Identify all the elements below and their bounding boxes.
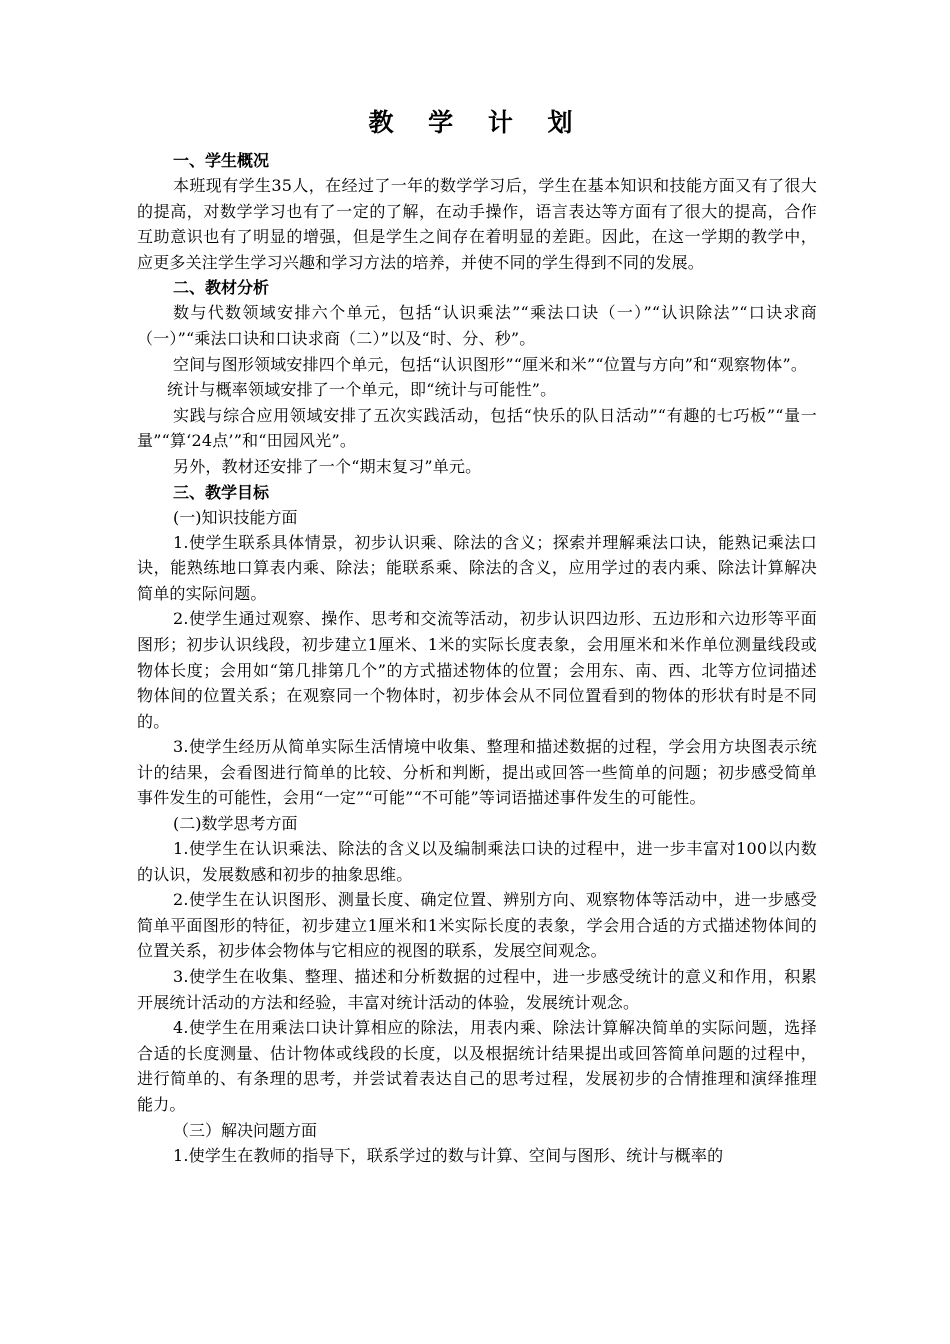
paragraph: 统计与概率领域安排了一个单元，即“统计与可能性”。 bbox=[167, 380, 557, 400]
subsection-label-problem-solving: （三）解决问题方面 bbox=[173, 1120, 318, 1140]
subsection-label-knowledge-skills: (一)知识技能方面 bbox=[173, 507, 298, 527]
goal-item: 1.使学生在教师的指导下，联系学过的数与计算、空间与图形、统计与概率的 bbox=[173, 1145, 724, 1165]
goal-item: 1.使学生联系具体情景，初步认识乘、除法的含义；探索并理解乘法口诀，能熟记乘法口诀，能熟练地口算表内乘、除法；能联系乘、除法的含义，应用学过的表内乘、除法计算解决简单的实际问题。 bbox=[137, 532, 817, 603]
paragraph: 数与代数领域安排六个单元，包括“认识乘法”“乘法口诀（一）”“认识除法”“口诀求商（一）”“乘法口诀和口诀求商（二）”以及“时、分、秒”。 bbox=[137, 303, 817, 348]
goal-item: 3.使学生经历从简单实际生活情境中收集、整理和描述数据的过程，学会用方块图表示统计的结果，会看图进行简单的比较、分析和判断，提出或回答一些简单的问题；初步感受简单事件发生的可能性，会用“一定”“可能”“不可能”等词语描述事件发生的可能性。 bbox=[137, 737, 817, 808]
paragraph: 本班现有学生35人，在经过了一年的数学学习后，学生在基本知识和技能方面又有了很大的提高，对数学学习也有了一定的了解，在动手操作，语言表达等方面有了很大的提高，合作互助意识也有了明显的增强，但是学生之间存在着明显的差距。因此，在这一学期的教学中，应更多关注学生学习兴趣和学习方法的培养，并使不同的学生得到不同的发展。 bbox=[137, 176, 817, 272]
section-heading-textbook-analysis: 二、教材分析 bbox=[173, 278, 270, 298]
paragraph: 空间与图形领域安排四个单元，包括“认识图形”“厘米和米”“位置与方向”和“观察物体”。 bbox=[173, 354, 808, 374]
subsection-label-math-thinking: (二)数学思考方面 bbox=[173, 814, 298, 834]
goal-item: 3.使学生在收集、整理、描述和分析数据的过程中，进一步感受统计的意义和作用，积累开展统计活动的方法和经验，丰富对统计活动的体验，发展统计观念。 bbox=[137, 967, 817, 1012]
goal-item: 2.使学生通过观察、操作、思考和交流等活动，初步认识四边形、五边形和六边形等平面图形；初步认识线段，初步建立1厘米、1米的实际长度表象，会用厘米和米作单位测量线段或物体长度；会用如“第几排第几个”的方式描述物体的位置；会用东、南、西、北等方位词描述物体间的位置关系；在观察同一个物体时，初步体会从不同位置看到的物体的形状有时是不同的。 bbox=[137, 609, 817, 731]
goal-item: 2.使学生在认识图形、测量长度、确定位置、辨别方向、观察物体等活动中，进一步感受简单平面图形的特征，初步建立1厘米和1米实际长度的表象，学会用合适的方式描述物体间的位置关系，初步体会物体与它相应的视图的联系，发展空间观念。 bbox=[137, 890, 817, 961]
goal-item: 1.使学生在认识乘法、除法的含义以及编制乘法口诀的过程中，进一步丰富对100以内数的认识，发展数感和初步的抽象思维。 bbox=[137, 839, 817, 884]
document-page bbox=[137, 104, 817, 1168]
section-heading-teaching-goals: 三、教学目标 bbox=[173, 482, 270, 502]
paragraph: 实践与综合应用领域安排了五次实践活动，包括“快乐的队日活动”“有趣的七巧板”“量一量”“算‘24点’”和“田园风光”。 bbox=[137, 405, 817, 451]
document-title: 教 学 计 划 bbox=[368, 108, 586, 137]
paragraph: 另外，教材还安排了一个“期末复习”单元。 bbox=[173, 456, 482, 476]
section-heading-student-overview: 一、学生概况 bbox=[173, 151, 270, 170]
goal-item: 4.使学生在用乘法口诀计算相应的除法，用表内乘、除法计算解决简单的实际问题，选择合适的长度测量、估计物体或线段的长度，以及根据统计结果提出或回答简单问题的过程中，进行简单的、有条理的思考，并尝试着表达自己的思考过程，发展初步的合情推理和演绎推理能力。 bbox=[137, 1018, 817, 1114]
